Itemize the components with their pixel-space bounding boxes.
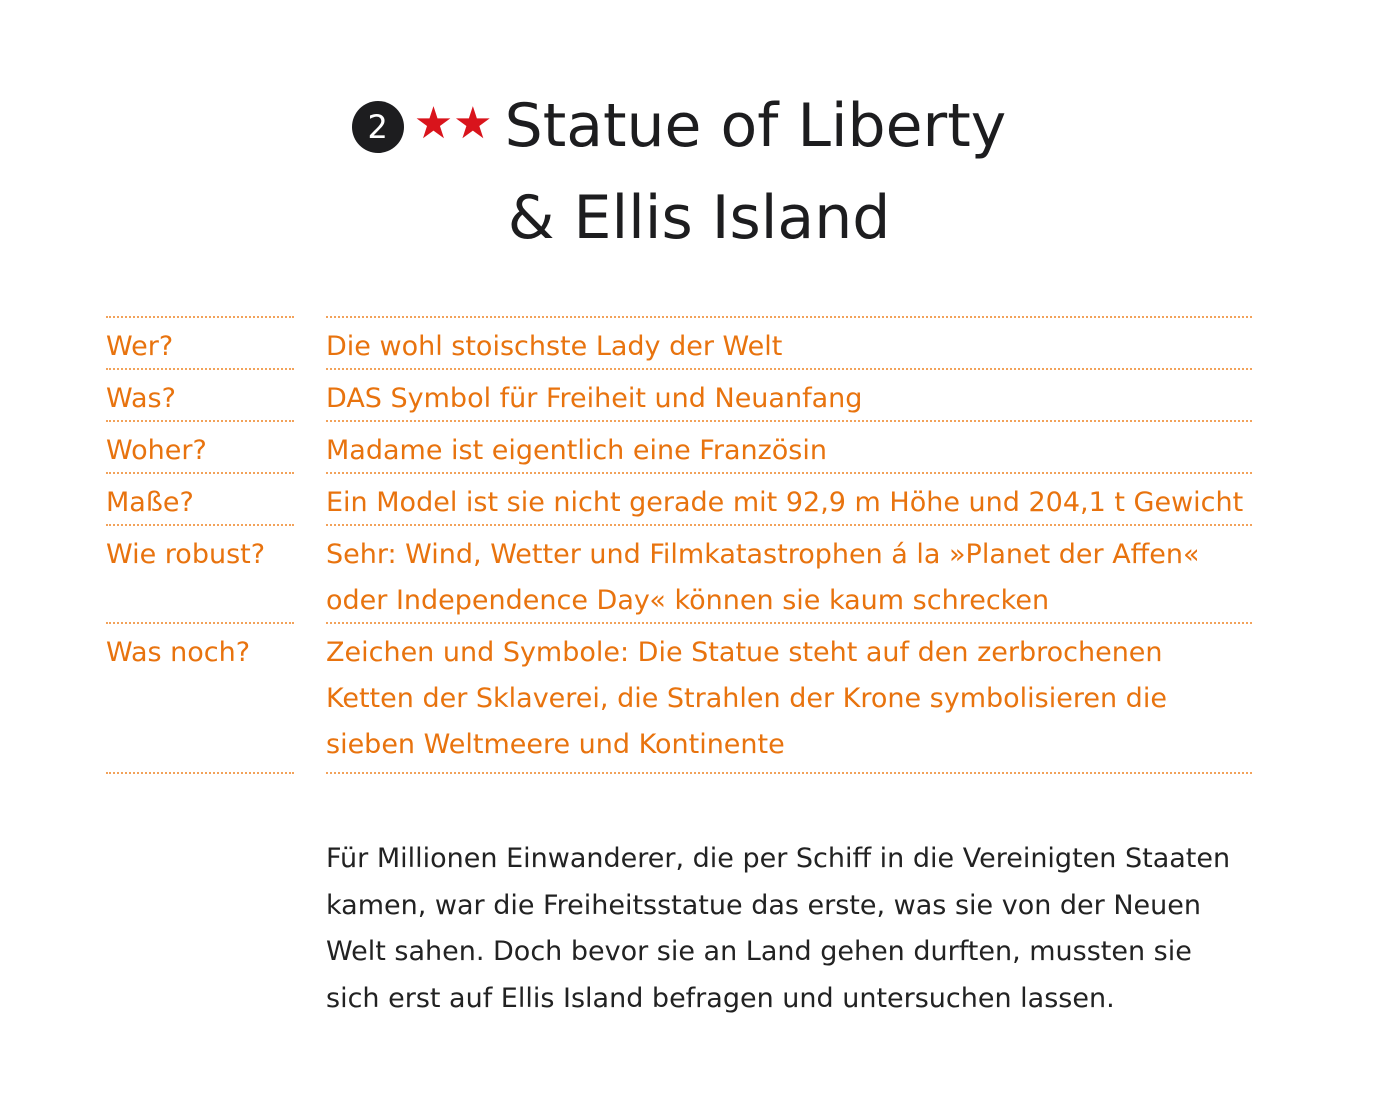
fact-row-woher: [0, 422, 1398, 474]
fact-label: Wer?: [106, 331, 174, 362]
fact-value: DAS Symbol für Freiheit und Neuanfang: [326, 383, 863, 414]
fact-value: Sehr: Wind, Wetter und Filmkatastrophen á la »Planet der Affen« oder Independence Day« können sie kaum schrecken: [326, 539, 1200, 616]
fact-label: Woher?: [106, 435, 207, 466]
fact-value: Madame ist eigentlich eine Französin: [326, 435, 827, 466]
page-title: [0, 78, 1398, 264]
body-paragraph: Für Millionen Einwanderer, die per Schiff in die Vereinigten Staaten kamen, war die Freiheitsstatue das erste, was sie von der Neuen Welt sahen. Doch bevor sie an Land gehen durften, mussten sie sich erst auf Ellis Island befragen und untersuchen lassen.: [326, 843, 1231, 1014]
title-line-2: & Ellis Island: [507, 183, 891, 253]
fact-row-was: [0, 370, 1398, 422]
fact-label: Wie robust?: [106, 539, 266, 570]
fact-value: Zeichen und Symbole: Die Statue steht auf den zerbrochenen Ketten der Sklaverei, die Strahlen der Krone symbolisieren die sieben Weltmeere und Kontinente: [326, 637, 1167, 760]
fact-table: [0, 318, 1398, 774]
title-text-1: Statue of Liberty: [504, 91, 1007, 161]
number-badge: 2: [352, 101, 404, 153]
fact-label: Was noch?: [106, 637, 251, 668]
star-rating-icon: ★★: [413, 98, 493, 149]
title-line-1: [0, 78, 1378, 172]
fact-row-masse: [0, 474, 1398, 526]
fact-value: Ein Model ist sie nicht gerade mit 92,9 m Höhe und 204,1 t Gewicht: [326, 487, 1244, 518]
fact-row-wer: [0, 318, 1398, 370]
fact-row-wie-robust: [0, 526, 1398, 624]
fact-label: Maße?: [106, 487, 194, 518]
fact-label: Was?: [106, 383, 176, 414]
fact-row-was-noch: [0, 624, 1398, 774]
fact-value: Die wohl stoischste Lady der Welt: [326, 331, 783, 362]
